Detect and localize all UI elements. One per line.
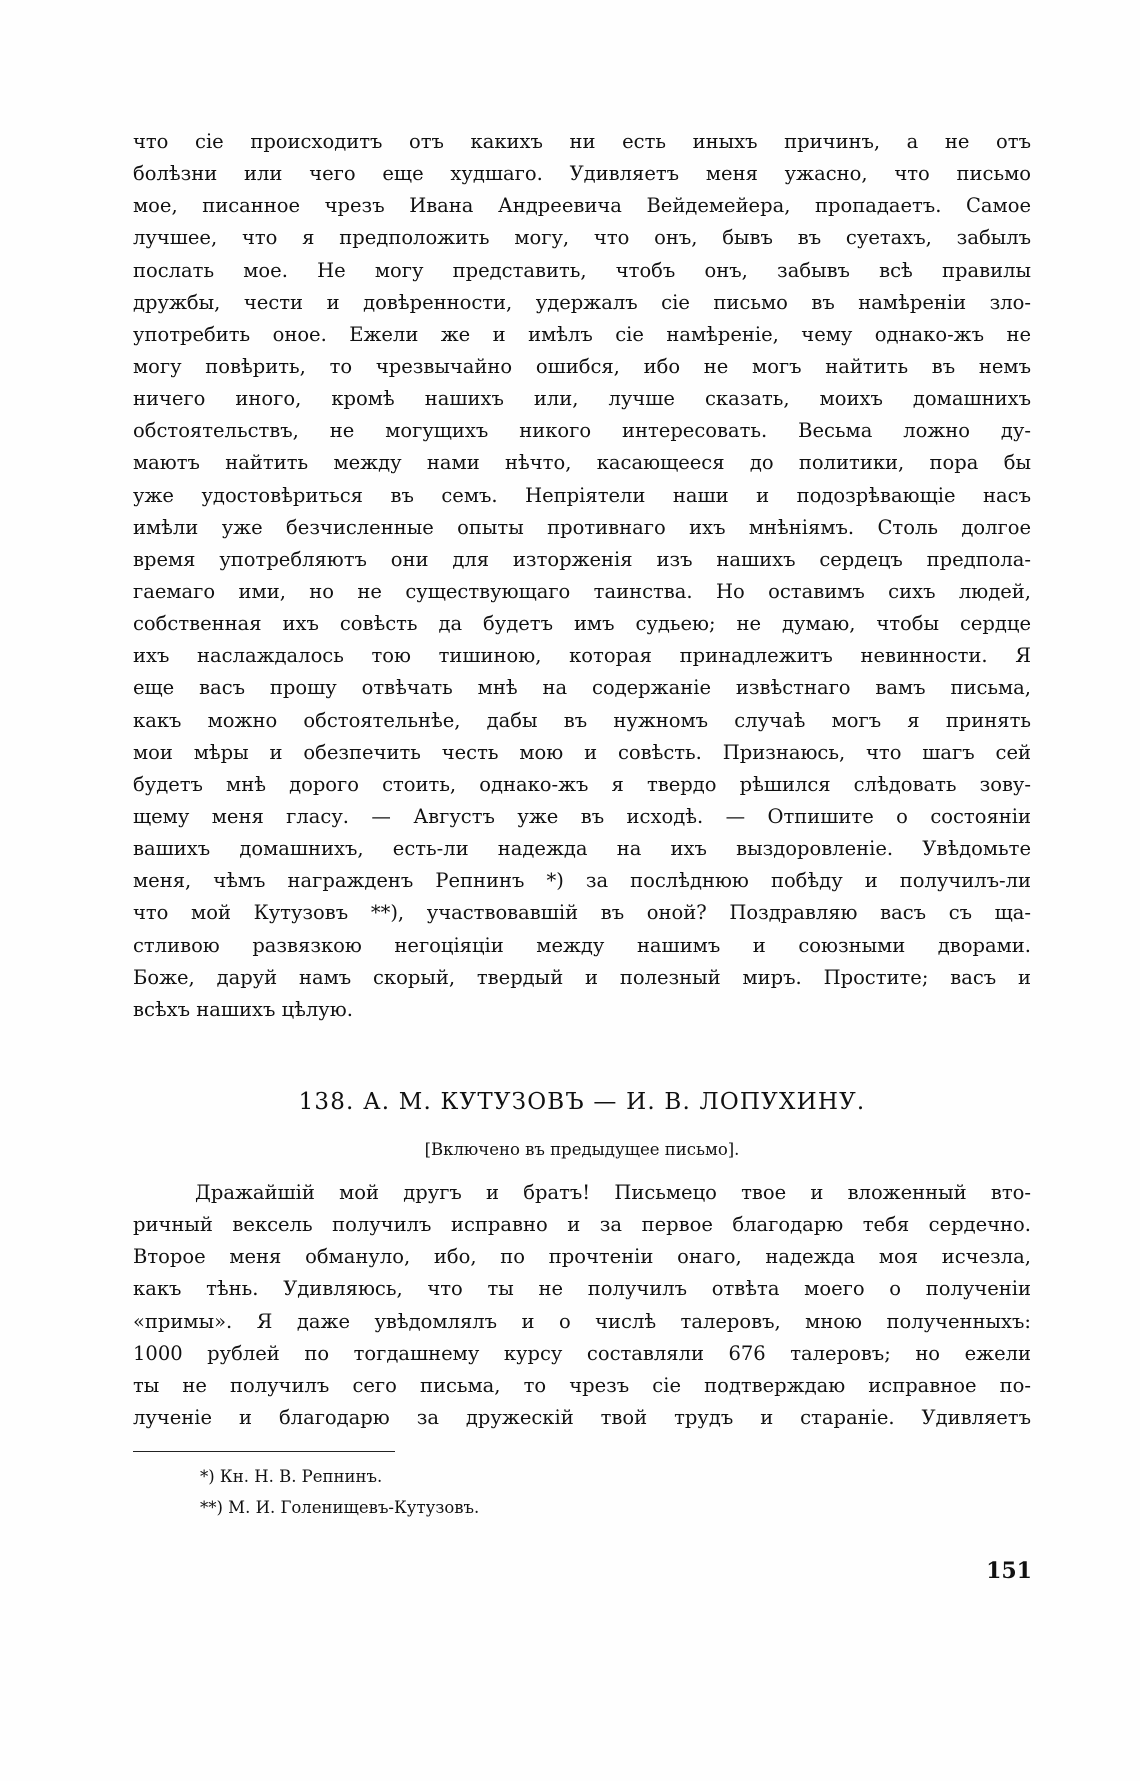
text-line: ничего иного, кромѣ нашихъ или, лучше сказать, моихъ домашнихъ	[133, 387, 1031, 411]
text-line: стливою развязкою негоціяціи между нашимъ и союзными дворами.	[133, 933, 1031, 957]
text-line: употребить оное. Ежели же и имѣлъ сіе намѣреніе, чему однако-жъ не	[133, 322, 1031, 346]
text-line: Дражайшій мой другъ и братъ! Письмецо твое и вложенный вто-	[195, 1181, 1031, 1204]
text-line: Второе меня обмануло, ибо, по прочтеніи онаго, надежда моя исчезла,	[133, 1245, 1031, 1269]
text-line: дружбы, чести и довѣренности, удержалъ сіе письмо въ намѣреніи зло-	[133, 290, 1031, 314]
text-line: лучшее, что я предположить могу, что онъ, бывъ въ суетахъ, забылъ	[133, 226, 1031, 250]
text-line: лученіе и благодарю за дружескій твой трудъ и стараніе. Удивляетъ	[133, 1405, 1031, 1429]
letter-subheading: [Включено въ предыдущее письмо].	[424, 1140, 740, 1159]
text-line: имѣли уже безчисленные опыты противнаго ихъ мнѣніямъ. Столь долгое	[133, 515, 1031, 539]
text-line: что мой Кутузовъ **), участвовавшій въ оной? Поздравляю васъ съ ща-	[133, 901, 1031, 925]
text-line: Боже, даруй намъ скорый, твердый и полезный миръ. Простите; васъ и	[133, 965, 1031, 989]
text-line: еще васъ прошу отвѣчать мнѣ на содержаніе извѣстнаго вамъ письма,	[133, 676, 1031, 700]
text-line: ричный вексель получилъ исправно и за первое благодарю тебя сердечно.	[133, 1213, 1031, 1237]
text-line: вашихъ домашнихъ, есть-ли надежда на ихъ выздоровленіе. Увѣдомьте	[133, 837, 1031, 861]
text-line: ты не получилъ сего письма, то чрезъ сіе подтверждаю исправное по-	[133, 1373, 1031, 1397]
text-line: что сіе происходитъ отъ какихъ ни есть иныхъ причинъ, а не отъ	[133, 130, 1031, 153]
footnote: *) Кн. Н. В. Репнинъ.	[200, 1467, 383, 1486]
body-text-top	[133, 126, 1031, 1026]
text-line: 1000 рублей по тогдашнему курсу составляли 676 талеровъ; но ежели	[133, 1341, 1031, 1365]
text-line: какъ можно обстоятельнѣе, дабы въ нужномъ случаѣ могъ я принять	[133, 708, 1031, 732]
text-line: какъ тѣнь. Удивляюсь, что ты не получилъ отвѣта моего о полученіи	[133, 1277, 1031, 1301]
text-line: послать мое. Не могу представить, чтобъ онъ, забывъ всѣ правилы	[133, 258, 1031, 282]
text-line: маютъ найтить между нами нѣчто, касающееся до политики, пора бы	[133, 451, 1031, 475]
page-number: 151	[986, 1558, 1032, 1584]
text-line: время употребляютъ они для изторженія изъ нашихъ сердецъ предпола-	[133, 547, 1031, 571]
text-line: собственная ихъ совѣсть да будетъ имъ судьею; не думаю, чтобы сердце	[133, 612, 1031, 636]
text-line: ихъ наслаждалось тою тишиною, которая принадлежитъ невинности. Я	[133, 644, 1031, 668]
text-line: болѣзни или чего еще худшаго. Удивляетъ меня ужасно, что письмо	[133, 162, 1031, 186]
footnote: **) М. И. Голенищевъ-Кутузовъ.	[200, 1498, 480, 1517]
text-line: уже удостовѣриться въ семъ. Непріятели наши и подозрѣвающіе насъ	[133, 483, 1031, 507]
text-line: мое, писанное чрезъ Ивана Андреевича Вейдемейера, пропадаетъ. Самое	[133, 194, 1031, 218]
text-line: гаемаго ими, но не существующаго таинства. Но оставимъ сихъ людей,	[133, 579, 1031, 603]
text-line: могу повѣрить, то чрезвычайно ошибся, ибо не могъ найтить въ немъ	[133, 354, 1031, 378]
text-line: обстоятельствъ, не могущихъ никого интересовать. Весьма ложно ду-	[133, 419, 1031, 443]
text-line: всѣхъ нашихъ цѣлую.	[133, 997, 353, 1021]
footnotes	[200, 1461, 900, 1523]
text-line: «примы». Я даже увѣдомлялъ и о числѣ талеровъ, мною полученныхъ:	[133, 1309, 1031, 1333]
text-line: щему меня гласу. — Августъ уже въ исходѣ. — Отпишите о состояніи	[133, 804, 1031, 828]
text-line: будетъ мнѣ дорого стоить, однако-жъ я твердо рѣшился слѣдовать зову-	[133, 772, 1031, 796]
letter-heading: 138. А. М. КУТУЗОВЪ — И. В. ЛОПУХИНУ.	[298, 1089, 866, 1115]
footnote-divider	[133, 1451, 395, 1452]
text-line: мои мѣры и обезпечить честь мою и совѣсть. Признаюсь, что шагъ сей	[133, 740, 1031, 764]
text-line: меня, чѣмъ награжденъ Репнинъ *) за послѣднюю побѣду и получилъ-ли	[133, 869, 1031, 893]
body-text-bottom	[133, 1177, 1031, 1434]
